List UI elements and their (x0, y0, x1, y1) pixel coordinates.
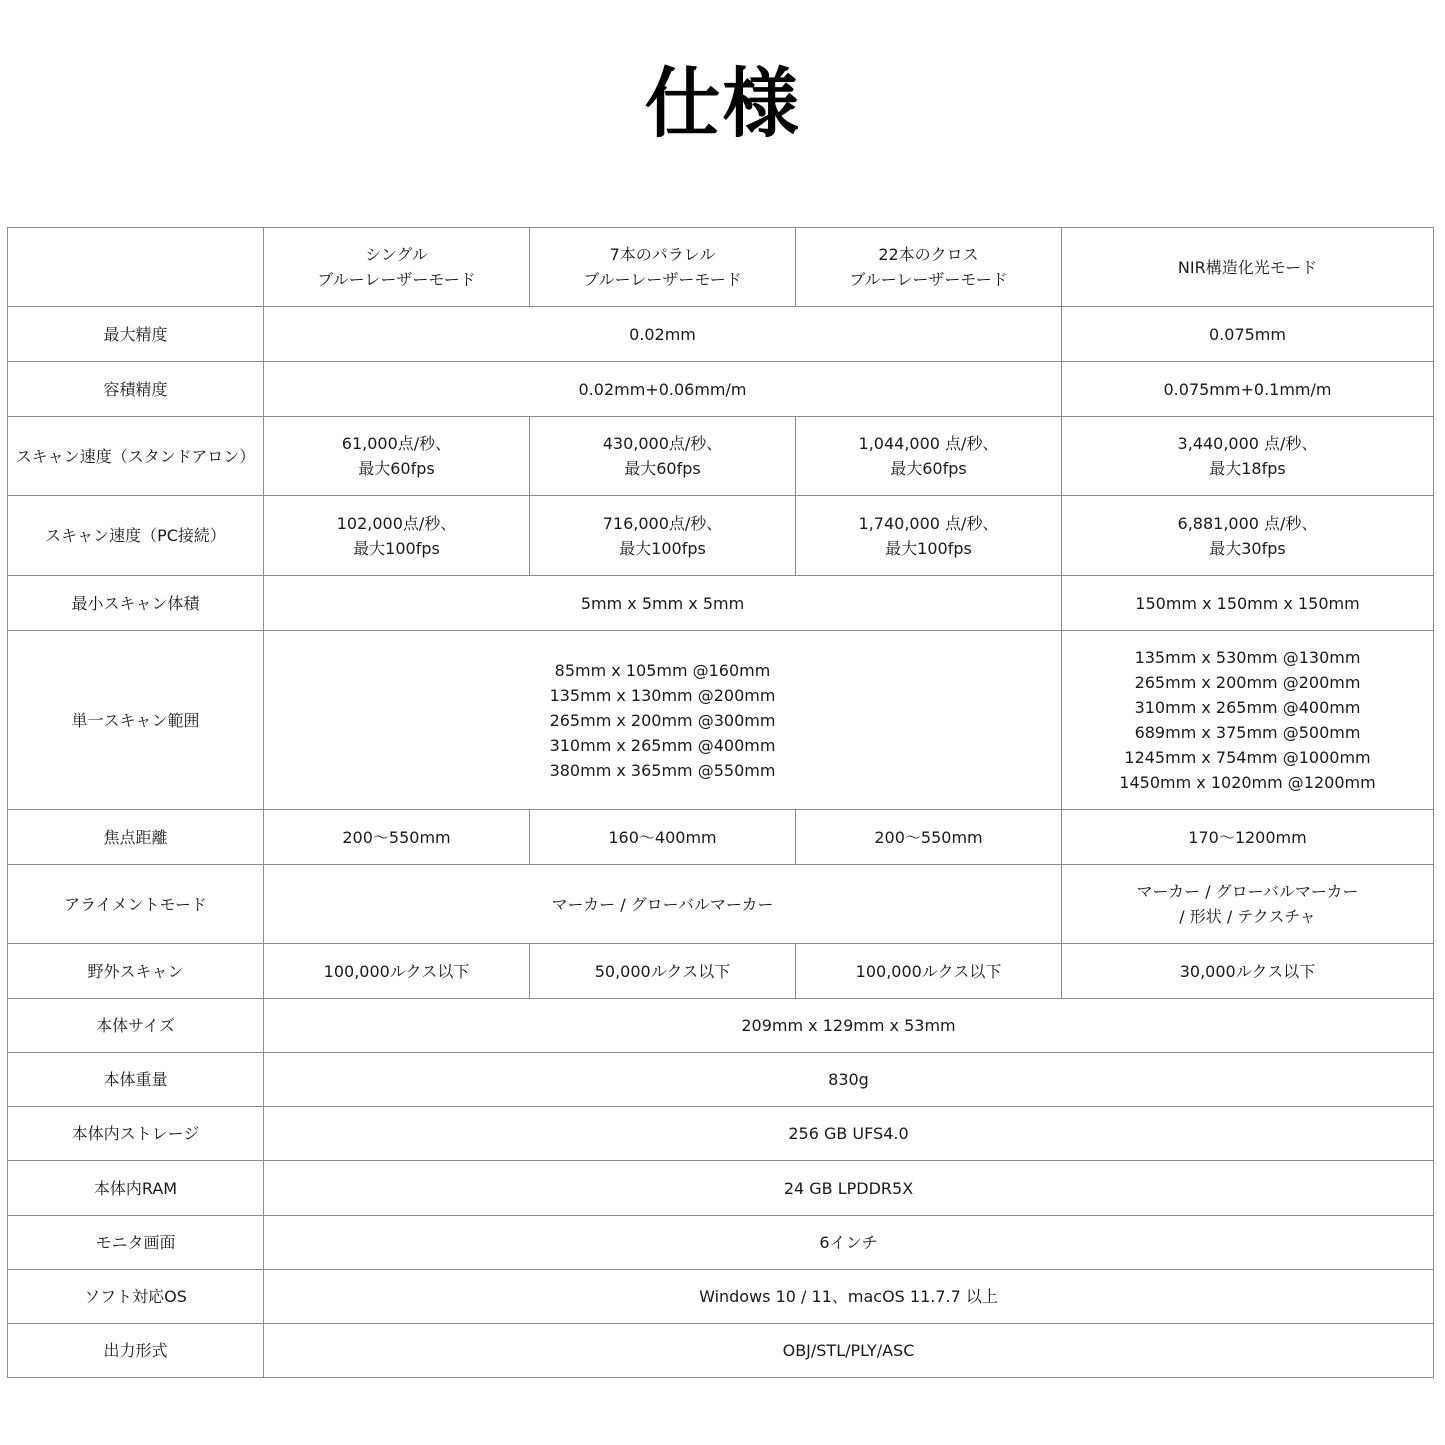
table-row (8, 1270, 1434, 1324)
row-label: アライメントモード (8, 865, 264, 944)
row-label: ソフト対応OS (8, 1270, 264, 1324)
table-row (8, 999, 1434, 1053)
row-label: 最小スキャン体積 (8, 576, 264, 631)
cell-cross-value: 100,000ルクス以下 (796, 944, 1062, 999)
cell-blue-laser-value: 0.02mm+0.06mm/m (264, 362, 1062, 417)
row-label: 野外スキャン (8, 944, 264, 999)
cell-nir-value: 0.075mm+0.1mm/m (1062, 362, 1434, 417)
cell-nir-value: 150mm x 150mm x 150mm (1062, 576, 1434, 631)
cell-nir-value: 3,440,000 点/秒、 最大18fps (1062, 417, 1434, 496)
header-row (8, 228, 1434, 307)
row-label: 出力形式 (8, 1324, 264, 1378)
cell-nir-value: 0.075mm (1062, 307, 1434, 362)
table-row (8, 1053, 1434, 1107)
cell-parallel-value: 160〜400mm (530, 810, 796, 865)
cell-nir-value: 135mm x 530mm @130mm 265mm x 200mm @200mm 310mm x 265mm @400mm 689mm x 375mm @500mm 1245mm x 754mm @1000mm 1450mm x 1020mm @1200mm (1062, 631, 1434, 810)
page-title: 仕様 (644, 59, 801, 148)
cell-nir-value: マーカー / グローバルマーカー / 形状 / テクスチャ (1062, 865, 1434, 944)
row-label: 焦点距離 (8, 810, 264, 865)
cell-nir-value: 6,881,000 点/秒、 最大30fps (1062, 496, 1434, 576)
table-row (8, 417, 1434, 496)
cell-single-value: 100,000ルクス以下 (264, 944, 530, 999)
cell-common-value: 24 GB LPDDR5X (264, 1161, 1434, 1216)
cell-blue-laser-value: マーカー / グローバルマーカー (264, 865, 1062, 944)
table-row (8, 865, 1434, 944)
cell-common-value: 209mm x 129mm x 53mm (264, 999, 1434, 1053)
table-row (8, 307, 1434, 362)
cell-nir-value: 170〜1200mm (1062, 810, 1434, 865)
header-cell-cross-blue-laser: 22本のクロス ブルーレーザーモード (796, 228, 1062, 307)
row-label: 容積精度 (8, 362, 264, 417)
table-row (8, 576, 1434, 631)
table-row (8, 1161, 1434, 1216)
row-label: 最大精度 (8, 307, 264, 362)
row-label: スキャン速度（スタンドアロン） (8, 417, 264, 496)
row-label: 単一スキャン範囲 (8, 631, 264, 810)
table-row (8, 1216, 1434, 1270)
cell-common-value: 830g (264, 1053, 1434, 1107)
cell-common-value: 256 GB UFS4.0 (264, 1107, 1434, 1161)
row-label: 本体内RAM (8, 1161, 264, 1216)
table-row (8, 944, 1434, 999)
cell-cross-value: 1,044,000 点/秒、 最大60fps (796, 417, 1062, 496)
row-label: 本体サイズ (8, 999, 264, 1053)
table-row (8, 496, 1434, 576)
cell-blue-laser-value: 0.02mm (264, 307, 1062, 362)
cell-common-value: 6インチ (264, 1216, 1434, 1270)
cell-cross-value: 1,740,000 点/秒、 最大100fps (796, 496, 1062, 576)
row-label: 本体重量 (8, 1053, 264, 1107)
header-cell-nir-structured-light: NIR構造化光モード (1062, 228, 1434, 307)
cell-cross-value: 200〜550mm (796, 810, 1062, 865)
row-label: モニタ画面 (8, 1216, 264, 1270)
cell-single-value: 200〜550mm (264, 810, 530, 865)
cell-blue-laser-value: 85mm x 105mm @160mm 135mm x 130mm @200mm 265mm x 200mm @300mm 310mm x 265mm @400mm 380mm x 365mm @550mm (264, 631, 1062, 810)
table-row (8, 1324, 1434, 1378)
header-cell-parallel-blue-laser: 7本のパラレル ブルーレーザーモード (530, 228, 796, 307)
spec-table (7, 227, 1434, 1378)
header-cell-single-blue-laser: シングル ブルーレーザーモード (264, 228, 530, 307)
cell-parallel-value: 716,000点/秒、 最大100fps (530, 496, 796, 576)
table-row (8, 1107, 1434, 1161)
cell-blue-laser-value: 5mm x 5mm x 5mm (264, 576, 1062, 631)
table-row (8, 362, 1434, 417)
cell-single-value: 61,000点/秒、 最大60fps (264, 417, 530, 496)
row-label: 本体内ストレージ (8, 1107, 264, 1161)
cell-single-value: 102,000点/秒、 最大100fps (264, 496, 530, 576)
table-row (8, 631, 1434, 810)
cell-common-value: Windows 10 / 11、macOS 11.7.7 以上 (264, 1270, 1434, 1324)
header-cell-empty (8, 228, 264, 307)
cell-parallel-value: 50,000ルクス以下 (530, 944, 796, 999)
row-label: スキャン速度（PC接続） (8, 496, 264, 576)
cell-nir-value: 30,000ルクス以下 (1062, 944, 1434, 999)
table-row (8, 810, 1434, 865)
cell-parallel-value: 430,000点/秒、 最大60fps (530, 417, 796, 496)
cell-common-value: OBJ/STL/PLY/ASC (264, 1324, 1434, 1378)
